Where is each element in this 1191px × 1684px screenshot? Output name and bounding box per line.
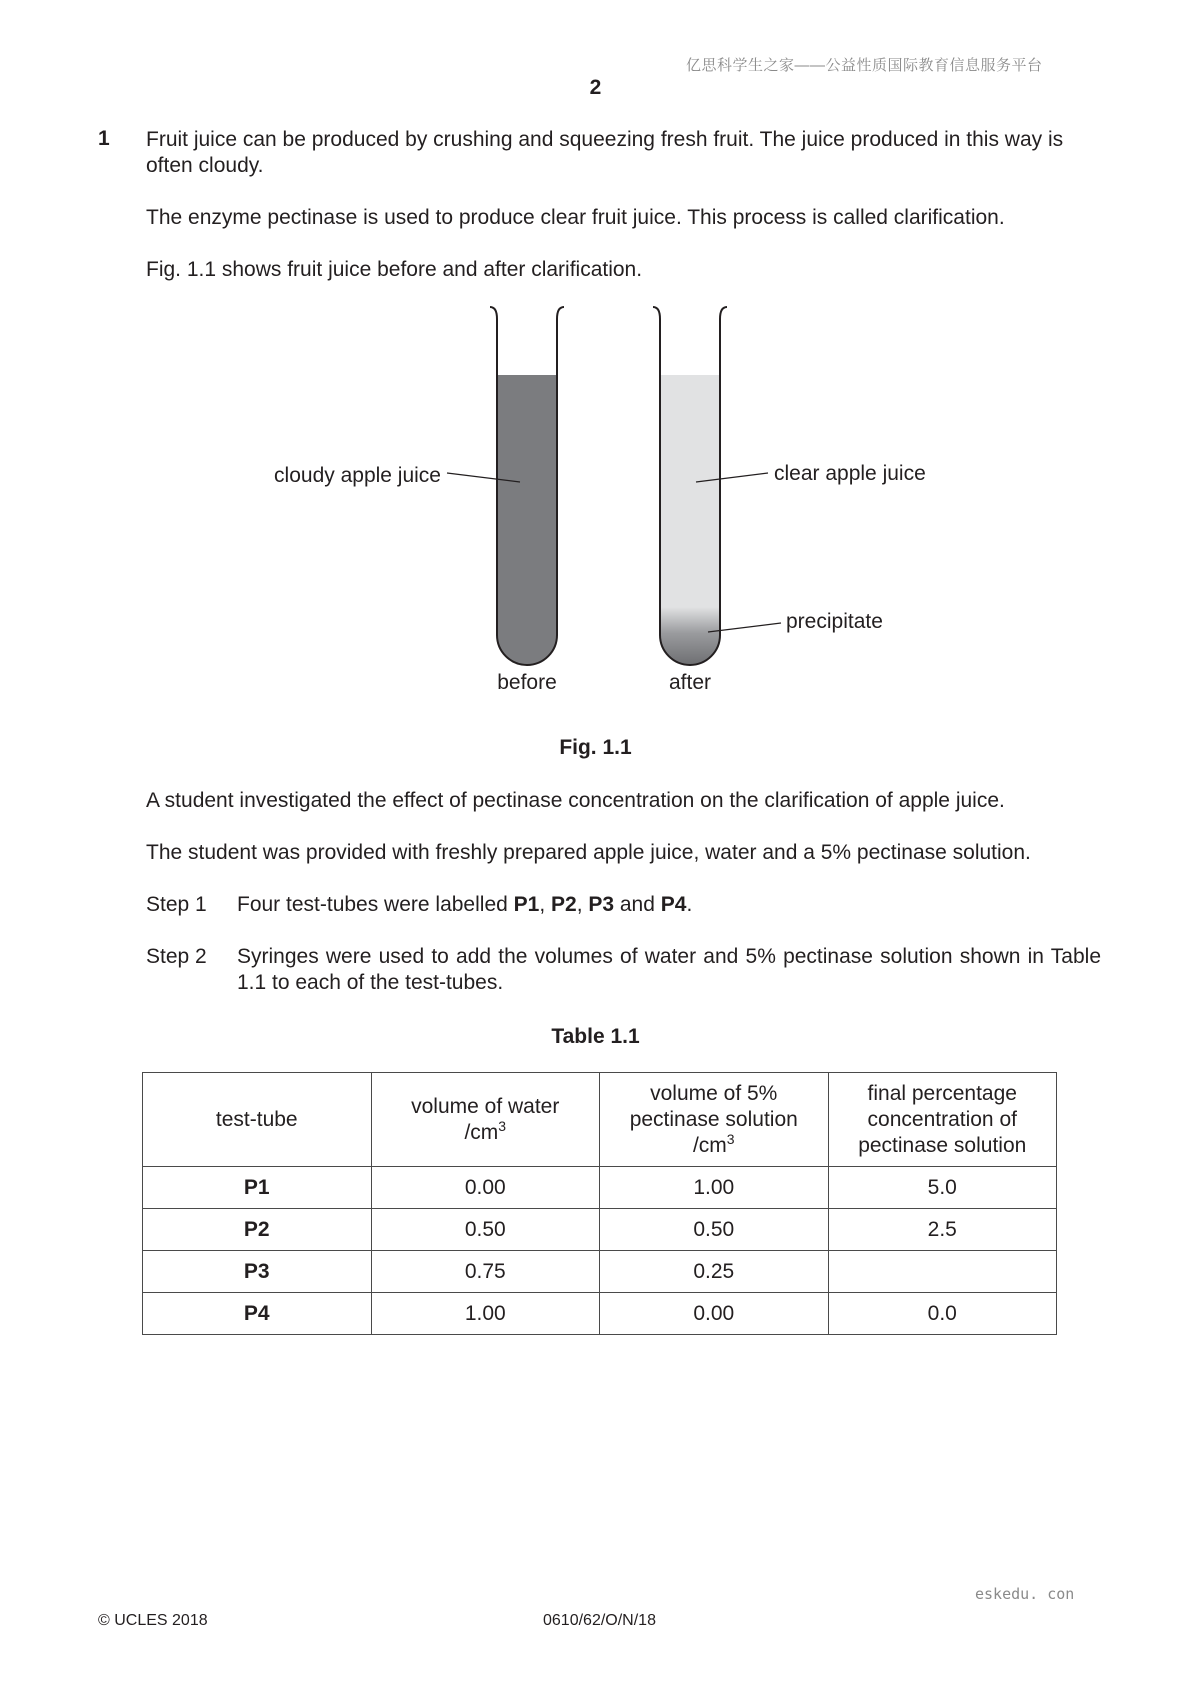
cell-pectinase: 0.00: [600, 1293, 829, 1335]
tube-label-p3: P3: [588, 893, 615, 916]
cell-water: 0.00: [371, 1167, 600, 1209]
tube-label-p4: P4: [660, 893, 687, 916]
question-intro-1: Fruit juice can be produced by crushing and squeezing fresh fruit. The juice produced in this way is often cloudy.: [146, 128, 1064, 177]
page-number: 2: [589, 76, 602, 99]
label-cloudy-apple-juice: cloudy apple juice: [274, 464, 441, 487]
cell-final: 0.0: [828, 1293, 1057, 1335]
cell-tube: P1: [143, 1167, 372, 1209]
label-before: before: [497, 671, 557, 694]
footer-code: 0610/62/O/N/18: [543, 1612, 656, 1629]
footer-watermark: eskedu. con: [975, 1585, 1075, 1603]
cell-water: 1.00: [371, 1293, 600, 1335]
cloudy-juice-fill: [497, 375, 557, 665]
label-precipitate: precipitate: [786, 610, 883, 633]
header-volume-pectinase: volume of 5% pectinase solution $/cm^3$: [600, 1073, 829, 1167]
cell-tube: P4: [143, 1293, 372, 1335]
header-final-concentration: final percentage concentration of pectinase solution: [828, 1073, 1057, 1167]
figure-caption: Fig. 1.1: [559, 736, 632, 759]
step-2-text: Syringes were used to add the volumes of water and 5% pectinase solution shown in Table 1.1 to each of the test-tubes.: [237, 945, 1101, 994]
tube-label-p2: P2: [551, 893, 577, 916]
table-row: [143, 1167, 1057, 1209]
cell-pectinase: 0.50: [600, 1209, 829, 1251]
cell-water: 0.50: [371, 1209, 600, 1251]
step-1-label: Step 1: [146, 893, 207, 916]
tube-label-p1: P1: [513, 893, 540, 916]
investigation-para-2: The student was provided with freshly prepared apple juice, water and a 5% pectinase solution.: [146, 841, 1031, 864]
question-intro-3: Fig. 1.1 shows fruit juice before and after clarification.: [146, 258, 643, 281]
table-header-row: [143, 1073, 1057, 1167]
table-row: [143, 1293, 1057, 1335]
question-number: 1: [98, 127, 110, 150]
data-table: [142, 1072, 1057, 1335]
label-clear-apple-juice: clear apple juice: [774, 462, 926, 485]
header-watermark: 亿思科学生之家——公益性质国际教育信息服务平台: [686, 57, 1043, 74]
test-tube-figure: [240, 295, 940, 705]
cell-tube: P2: [143, 1209, 372, 1251]
table-row: [143, 1251, 1057, 1293]
investigation-para-1: A student investigated the effect of pectinase concentration on the clarification of apple juice.: [146, 789, 1005, 812]
cell-final-blank: [828, 1251, 1057, 1293]
question-intro-2: The enzyme pectinase is used to produce clear fruit juice. This process is called clarification.: [146, 206, 1005, 229]
step-1-text: Four test-tubes were labelled P1, P2, P3 and P4.: [237, 893, 693, 916]
table-caption: Table 1.1: [551, 1025, 640, 1048]
header-test-tube: test-tube: [143, 1073, 372, 1167]
table-row: [143, 1209, 1057, 1251]
cell-final: 5.0: [828, 1167, 1057, 1209]
cell-tube: P3: [143, 1251, 372, 1293]
cell-water: 0.75: [371, 1251, 600, 1293]
label-after: after: [668, 671, 712, 694]
step-2-label: Step 2: [146, 945, 207, 968]
cell-pectinase: 1.00: [600, 1167, 829, 1209]
cell-pectinase: 0.25: [600, 1251, 829, 1293]
cell-final: 2.5: [828, 1209, 1057, 1251]
header-volume-water: volume of water $/cm^3$: [371, 1073, 600, 1167]
footer-copyright: © UCLES 2018: [98, 1612, 208, 1629]
